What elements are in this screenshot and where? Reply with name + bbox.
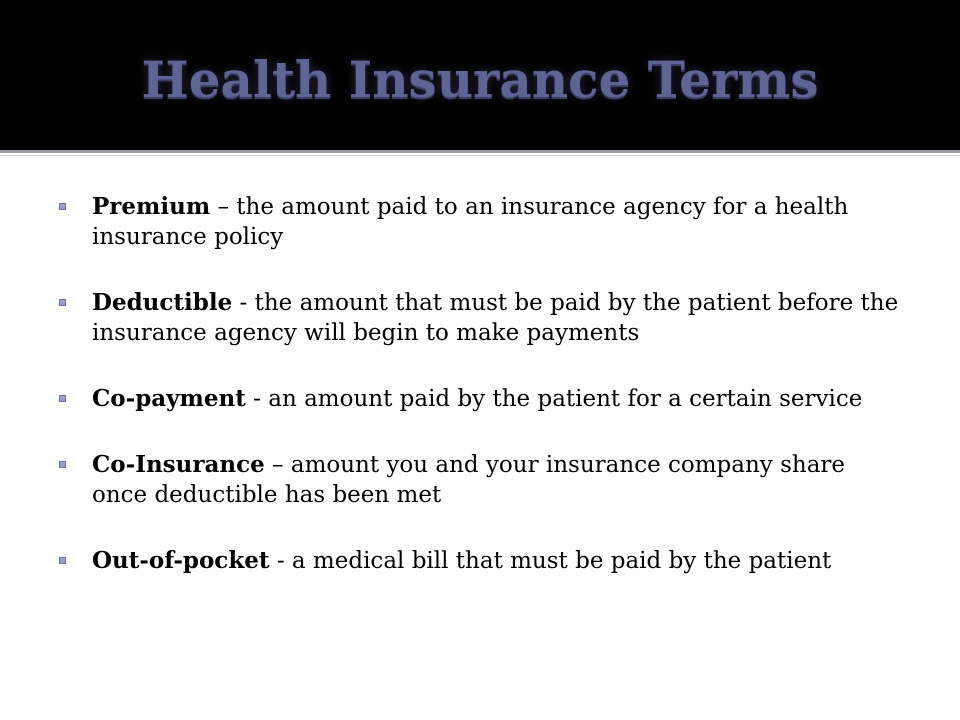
- title-divider-secondary: [0, 155, 960, 156]
- bullet-item-premium: [56, 192, 906, 252]
- square-bullet-icon: [59, 461, 66, 468]
- bullet-term: Out-of-pocket: [92, 547, 270, 574]
- bullet-definition: - an amount paid by the patient for a certain service: [245, 386, 863, 412]
- bullet-term: Premium: [92, 193, 211, 220]
- title-divider: [0, 150, 960, 153]
- title-bar: [0, 0, 960, 150]
- bullet-item-co-insurance: [56, 450, 906, 510]
- bullet-item-co-payment: [56, 384, 906, 414]
- bullet-definition: – amount you and your insurance company share once deductible has been met: [92, 452, 846, 508]
- bullet-definition: - a medical bill that must be paid by the patient: [269, 548, 832, 574]
- bullet-item-deductible: [56, 288, 906, 348]
- bullet-definition: - the amount that must be paid by the patient before the insurance agency will begin to make payments: [92, 290, 899, 346]
- bullet-term: Co-payment: [92, 385, 246, 412]
- square-bullet-icon: [59, 395, 66, 402]
- square-bullet-icon: [59, 203, 66, 210]
- bullet-term: Deductible: [92, 289, 233, 316]
- square-bullet-icon: [59, 557, 66, 564]
- bullet-definition: – the amount paid to an insurance agency for a health insurance policy: [92, 194, 849, 250]
- slide-title: Health Insurance Terms: [141, 50, 819, 109]
- square-bullet-icon: [59, 299, 66, 306]
- bullet-term: Co-Insurance: [92, 451, 265, 478]
- bullet-list: [56, 192, 906, 612]
- bullet-item-out-of-pocket: [56, 546, 906, 576]
